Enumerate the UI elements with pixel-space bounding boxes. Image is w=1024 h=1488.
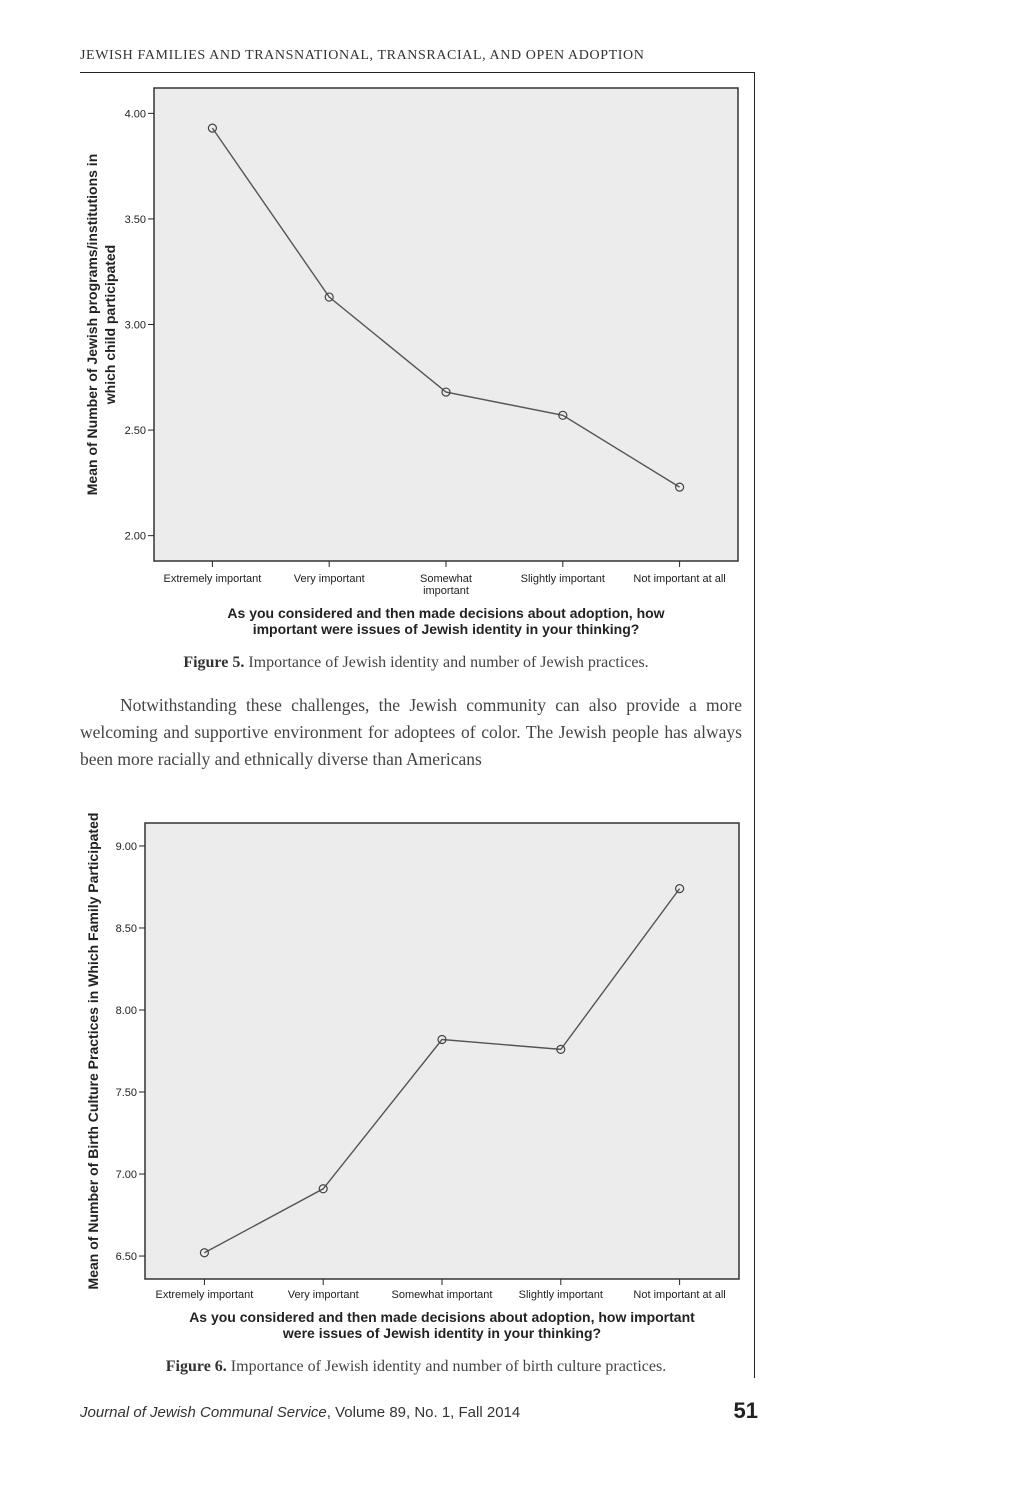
x-axis-title: important were issues of Jewish identity in your thinking? <box>252 621 640 637</box>
body-paragraph: Notwithstanding these challenges, the Jewish community can also provide a more welcoming and supportive environment for adoptees of color. The Jewish people has always been more racially and ethnically diverse than Americans <box>80 695 742 769</box>
y-tick-label: 7.50 <box>115 1087 137 1100</box>
x-category-label: Very important <box>287 1289 359 1301</box>
figure-5-caption-text: Importance of Jewish identity and number of Jewish practices. <box>244 654 649 671</box>
figure-6-label: Figure 6. <box>165 1358 227 1375</box>
x-category-label: Somewhat <box>420 573 472 585</box>
figure-5-label: Figure 5. <box>183 654 245 671</box>
footer-citation <box>80 1404 520 1421</box>
page-number: 51 <box>733 1398 758 1423</box>
y-tick-label: 2.00 <box>124 530 146 543</box>
y-tick-label: 3.00 <box>124 319 146 332</box>
figure-5-chart <box>78 80 750 650</box>
x-axis-title: As you considered and then made decisions about adoption, how <box>227 605 665 621</box>
figure-6-caption <box>80 1358 752 1376</box>
x-category-label: Somewhat important <box>391 1289 493 1301</box>
y-tick-label: 4.00 <box>124 108 146 121</box>
x-axis-title: As you considered and then made decisions about adoption, how important <box>189 1309 695 1325</box>
running-head: JEWISH FAMILIES AND TRANSNATIONAL, TRANSRACIAL, AND OPEN ADOPTION <box>80 48 645 63</box>
figure-5-caption <box>80 654 752 672</box>
figure-6-chart <box>78 782 750 1347</box>
side-rule <box>754 72 755 1378</box>
figure-5-svg <box>78 80 750 650</box>
y-tick-label: 3.50 <box>124 213 146 226</box>
y-tick-label: 6.50 <box>115 1251 137 1264</box>
x-category-label: Slightly important <box>520 573 605 585</box>
body-text <box>80 692 742 773</box>
header-rule <box>80 72 755 73</box>
journal-issue: , Volume 89, No. 1, Fall 2014 <box>326 1404 521 1421</box>
x-category-label: Extremely important <box>155 1289 254 1301</box>
figure-6-caption-text: Importance of Jewish identity and number of birth culture practices. <box>226 1358 667 1375</box>
y-axis-title: Mean of Number of Birth Culture Practices in Which Family Participated <box>85 812 101 1290</box>
x-axis-title: were issues of Jewish identity in your thinking? <box>282 1325 602 1341</box>
y-axis-title: Mean of Number of Jewish programs/institutions in <box>84 153 100 496</box>
journal-name: Journal of Jewish Communal Service <box>80 1404 327 1421</box>
x-category-label: Not important at all <box>633 573 726 585</box>
y-tick-label: 7.00 <box>115 1169 137 1182</box>
y-tick-label: 2.50 <box>124 425 146 438</box>
x-category-label: important <box>423 585 469 597</box>
x-category-label: Extremely important <box>163 573 262 585</box>
plot-area <box>145 823 739 1279</box>
plot-area <box>154 88 738 561</box>
x-category-label: Slightly important <box>518 1289 603 1301</box>
y-tick-label: 8.00 <box>115 1004 137 1017</box>
y-tick-label: 8.50 <box>115 922 137 935</box>
figure-6-svg <box>78 782 750 1347</box>
y-tick-label: 9.00 <box>115 840 137 853</box>
x-category-label: Very important <box>293 573 365 585</box>
x-category-label: Not important at all <box>633 1289 726 1301</box>
y-axis-title: which child participated <box>102 244 118 405</box>
